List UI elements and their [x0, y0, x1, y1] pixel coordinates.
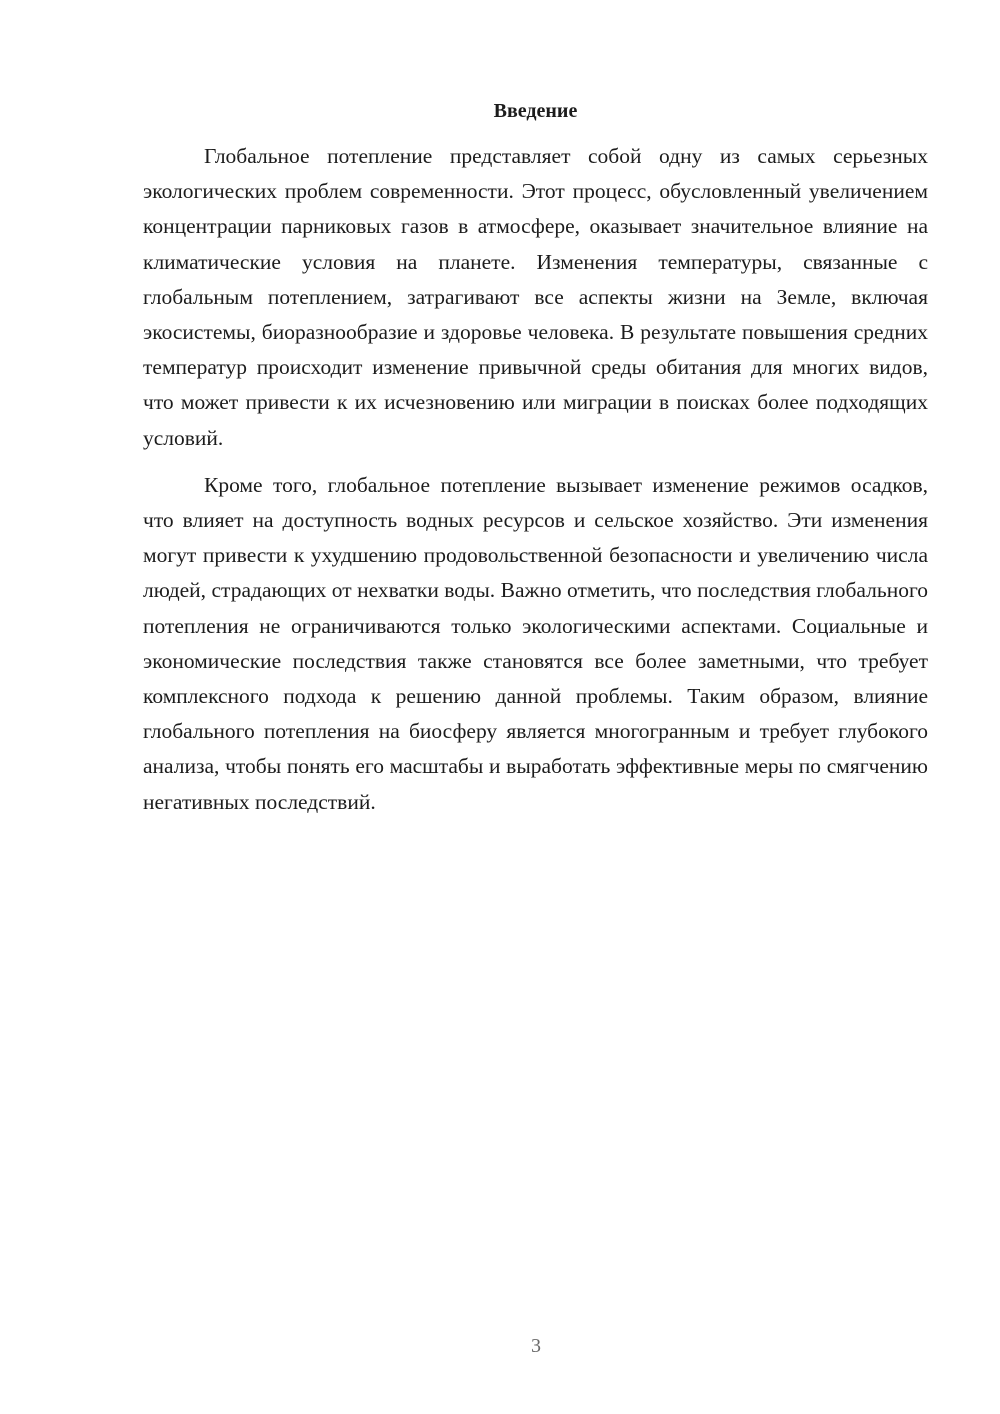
paragraph-2: Кроме того, глобальное потепление вызывает изменение режимов осадков, что влияет на доступность водных ресурсов и сельское хозяйство. Эти изменения могут привести к ухудшению продовольственной безопасности и увеличению числа людей, страдающих от нехватки воды. Важно отметить, что последствия глобального потепления не ограничиваются только экологическими аспектами. Социальные и экономические последствия также становятся все более заметными, что требует комплексного подхода к решению данной проблемы. Таким образом, влияние глобального потепления на биосферу является многогранным и требует глубокого анализа, чтобы понять его масштабы и выработать эффективные меры по смягчению негативных последствий. — [143, 472, 928, 814]
paragraph-1: Глобальное потепление представляет собой одну из самых серьезных экологических проблем современности. Этот процесс, обусловленный увеличением концентрации парниковых газов в атмосфере, оказывает значительное влияние на климатические условия на планете. Изменения температуры, связанные с глобальным потеплением, затрагивают все аспекты жизни на Земле, включая экосистемы, биоразнообразие и здоровье человека. В результате повышения средних температур происходит изменение привычной среды обитания для многих видов, что может привести к их исчезновению или миграции в поисках более подходящих условий. — [143, 144, 928, 450]
page-number: 3 — [531, 1335, 541, 1357]
page-content — [143, 96, 928, 820]
section-heading: Введение — [493, 100, 578, 122]
